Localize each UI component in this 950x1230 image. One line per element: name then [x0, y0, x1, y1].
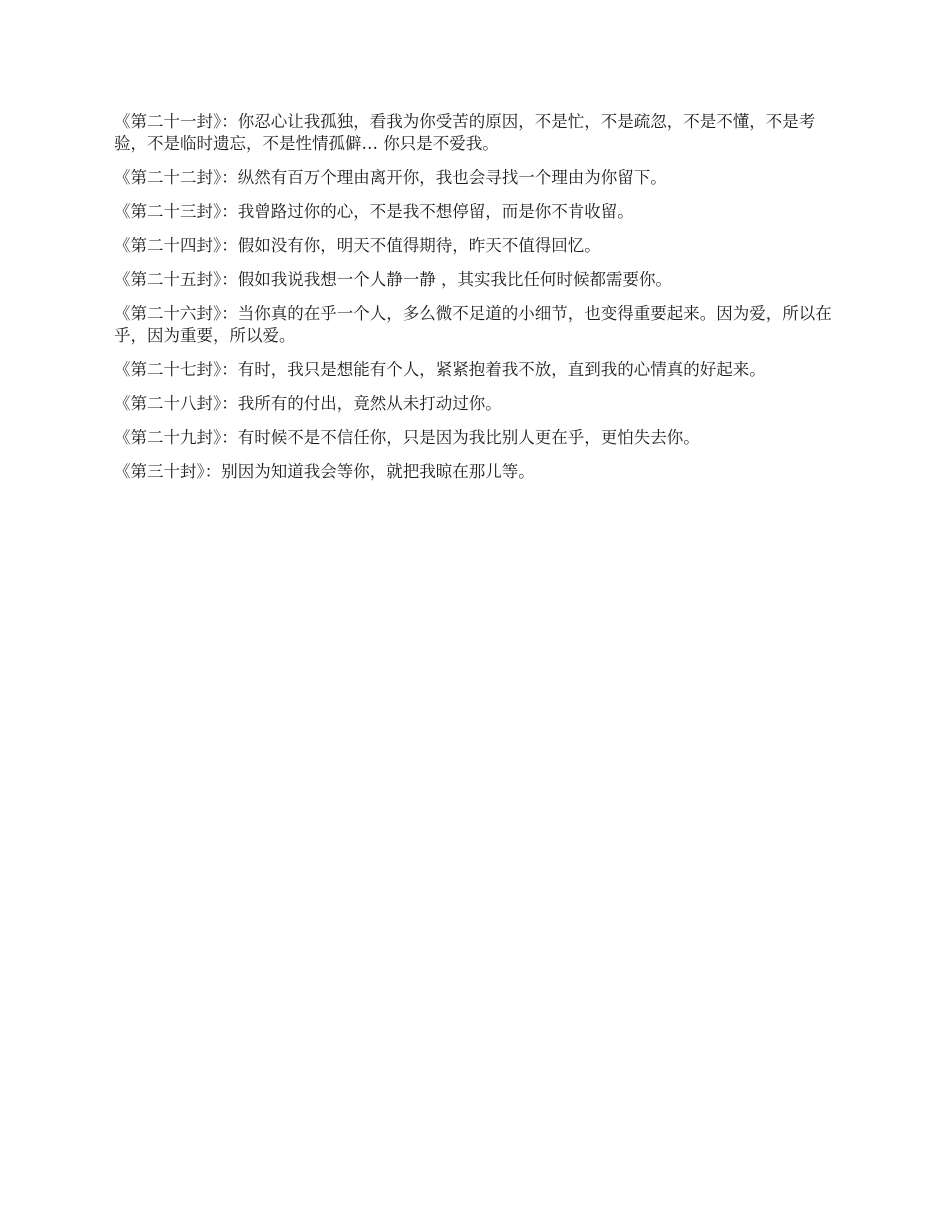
letter-28-paragraph: 《第二十八封》：我所有的付出，竟然从未打动过你。: [114, 394, 502, 413]
letter-30-paragraph: 《第三十封》：别因为知道我会等你，就把我晾在那儿等。: [114, 462, 535, 481]
letter-29-paragraph: 《第二十九封》：有时候不是不信任你，只是因为我比别人更在乎，更怕失去你。: [114, 428, 700, 447]
letter-25-paragraph: 《第二十五封》：假如我说我想一个人静一静 ，其实我比任何时候都需要你。: [114, 270, 672, 289]
letter-21-paragraph: 《第二十一封》：你忍心让我孤独，看我为你受苦的原因，不是忙，不是疏忽，不是不懂，不是考验，不是临时遗忘，不是性情孤僻… 你只是不爱我。: [114, 112, 816, 153]
letter-23-paragraph: 《第二十三封》：我曾路过你的心，不是我不想停留，而是你不肯收留。: [114, 202, 634, 221]
letter-22-paragraph: 《第二十二封》：纵然有百万个理由离开你，我也会寻找一个理由为你留下。: [114, 168, 667, 187]
letter-26-paragraph: 《第二十六封》：当你真的在乎一个人，多么微不足道的小细节，也变得重要起来。因为爱，所以在乎，因为重要，所以爱。: [114, 304, 832, 345]
letter-27-paragraph: 《第二十七封》：有时，我只是想能有个人，紧紧抱着我不放，直到我的心情真的好起来。: [114, 360, 766, 379]
document-body: [114, 111, 836, 495]
letter-24-paragraph: 《第二十四封》：假如没有你，明天不值得期待，昨天不值得回忆。: [114, 236, 601, 255]
